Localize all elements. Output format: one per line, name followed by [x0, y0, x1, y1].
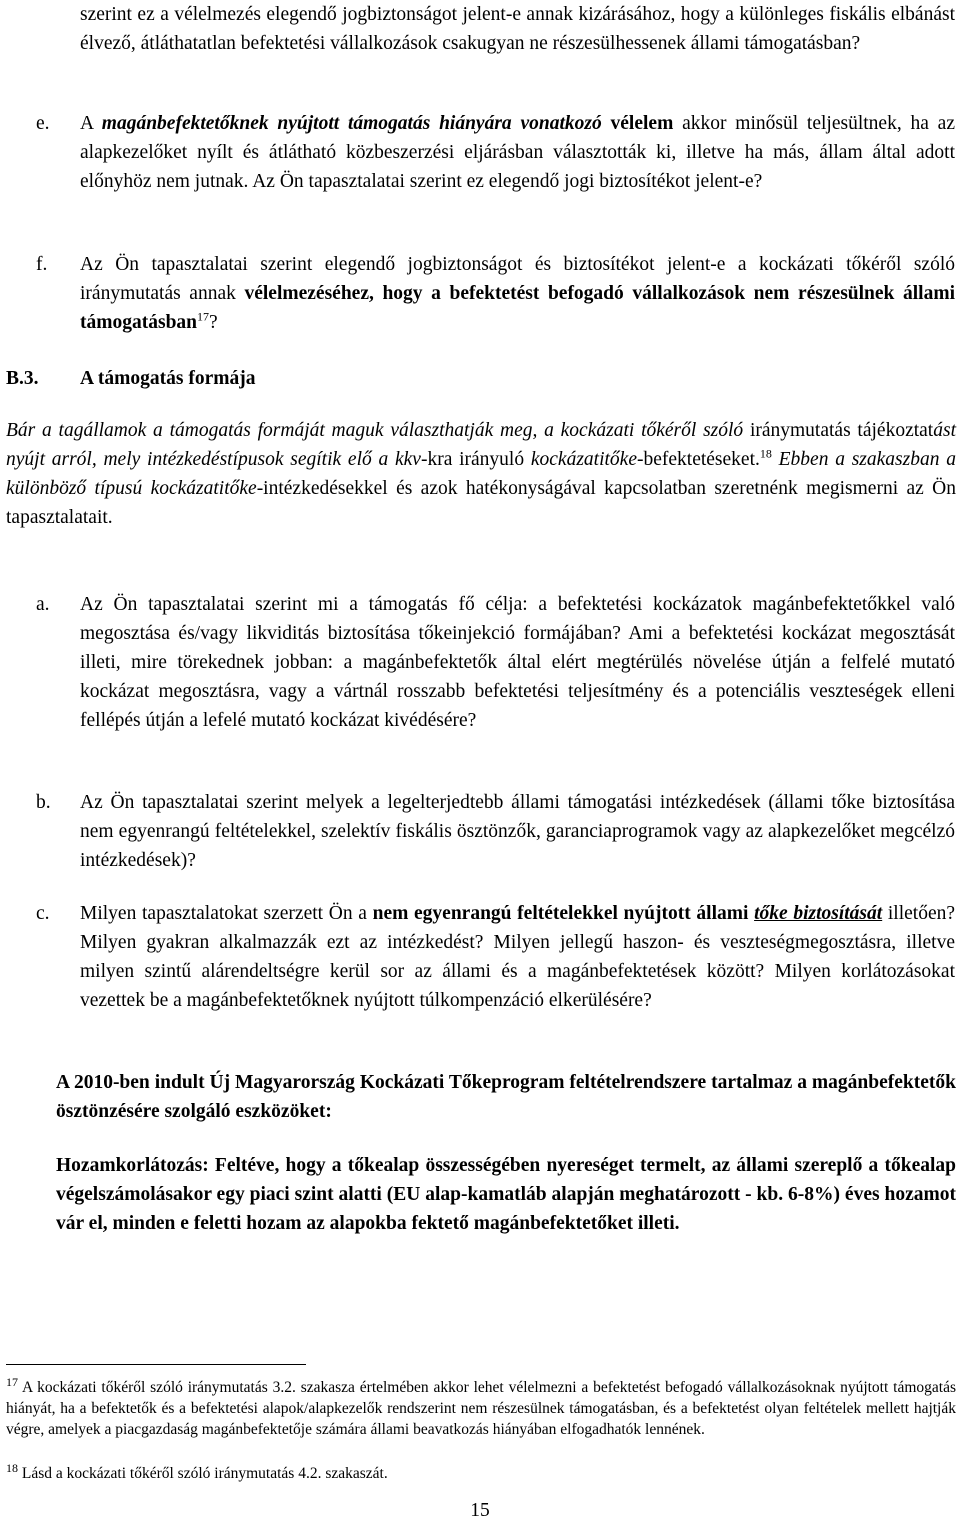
footnote-divider [6, 1364, 306, 1365]
footnote-18: $^{18}$ Lásd a kockázati tőkéről szóló iránymutatás 4.2. szakaszát. [6, 1460, 388, 1482]
question-a-label: a. [36, 594, 50, 615]
intro-paragraph: szerint ez a vélelmezés elegendő jogbiztonságot jelent-e annak kizárásához, hogy a különleges fiskális elbánást élvező, átláthatatlan befektetési vállalkozások csakugyan ne részesülhessenek állami támogatásban? [80, 4, 955, 54]
footnote-ref-18[interactable]: 18 [759, 446, 772, 461]
program-note: A 2010-ben indult Új Magyarország Kockázati Tőkeprogram feltételrendszere tartalmaz a magánbefektetők ösztönzésére szolgáló eszközöket: [56, 1072, 956, 1122]
section-title: A támogatás formája [80, 368, 256, 389]
question-c-text: Milyen tapasztalatokat szerzett Ön a nem egyenrangú feltételekkel nyújtott állami tőke biztosítását illetően? Milyen gyakran alkalmazzák ezt az intézkedést? Milyen jellegű haszon- és veszteségmegosztásra, illetve milyen szintű alárendeltségre kerül sor az állami és a magánbefektetések között? Milyen korlátozásokat vezettek be a magánbefektetőknek nyújtott túlkompenzáció elkerülésére? [80, 903, 955, 1011]
page-number: 15 [470, 1500, 490, 1521]
question-f [36, 250, 956, 340]
footnote-17: $^{17}$ A kockázati tőkéről szóló iránymutatás 3.2. szakasza értelmében akkor lehet vélelmezni a befektetést befogadó vállalkozásoknak nyújtott támogatás hiányát, ha a befektetők és a befektetési alapok/alapkezelők rendszerint nem részesülnek támogatásban, és a befektetést olyan feltételek mellett hajtják végre, amelyek a piacgazdaság magánbefektetője számára állami beavatkozás hiányában elfogadhatók lennének. [6, 1374, 956, 1438]
question-f-label: f. [36, 254, 48, 275]
question-e-label: e. [36, 113, 50, 134]
section-intro-paragraph: Bár a tagállamok a támogatás formáját maguk választhatják meg, a kockázati tőkéről szóló iránymutatás tájékoztatást nyújt arról, mely intézkedéstípusok segítik elő a kkv-kra irányuló kockázatitőke-befektetéseket.$^{18}$ Ebben a szakaszban a különböző típusú kockázatitőke-intézkedésekkel és azok hatékonyságával kapcsolatban szeretnénk megismerni az Ön tapasztalatait. [6, 420, 957, 528]
section-number: B.3. [6, 368, 39, 389]
question-b [36, 788, 956, 878]
question-f-text: Az Ön tapasztalatai szerint elegendő jogbiztonságot és biztosítékot jelent-e a kockázati tőkéről szóló iránymutatás annak vélelmezéséhez, hogy a befektetést befogadó vállalkozások nem részesülnek állami támogatásban$^{17}$? [80, 254, 955, 333]
section-heading [6, 364, 606, 393]
question-a-text: Az Ön tapasztalatai szerint mi a támogatás fő célja: a befektetési kockázatok magánbefektetőkkel való megosztása és/vagy likviditás biztosítása tőkeinjekció formájában? Ami a befektetési kockázat megosztását illeti, mire törekednek jobban: a magánbefektetők által elért megtérülés növelése útján a felfelé mutató kockázat megosztásra, vagy a vártnál rosszabb befektetési teljesítmény és a potenciális veszteségek elleni fellépés útján a lefelé mutató kockázat kivédésére? [80, 594, 955, 731]
question-b-text: Az Ön tapasztalatai szerint melyek a legelterjedtebb állami támogatási intézkedések (állami tőke biztosítása nem egyenrangú feltételekkel, szelektív fiskális ösztönzők, garanciaprogramok vagy az alapkezelőket megcélzó intézkedések)? [80, 792, 955, 871]
question-e [36, 109, 956, 229]
return-cap-note: Hozamkorlátozás: Feltéve, hogy a tőkealap összességében nyereséget termelt, az állami szereplő a tőkealap végelszámolásakor egy piaci szint alatti (EU alap-kamatláb alapján meghatározott - kb. 6-8%) éves hozamot vár el, minden e feletti hozam az alapokba fektető magánbefektetőket illeti. [56, 1155, 956, 1234]
question-a [36, 590, 956, 770]
question-e-text: A magánbefektetőknek nyújtott támogatás hiányára vonatkozó vélelem akkor minősül teljesültnek, ha az alapkezelőket nyílt és átlátható közbeszerzési eljárásban választották ki, illetve ha más, állam által adott előnyhöz nem jutnak. Az Ön tapasztalatai szerint ez elegendő jogi biztosítékot jelent-e? [80, 113, 955, 192]
question-c [36, 899, 956, 1049]
footnote-ref-17[interactable]: 17 [197, 309, 210, 324]
question-b-label: b. [36, 792, 51, 813]
question-c-label: c. [36, 903, 50, 924]
